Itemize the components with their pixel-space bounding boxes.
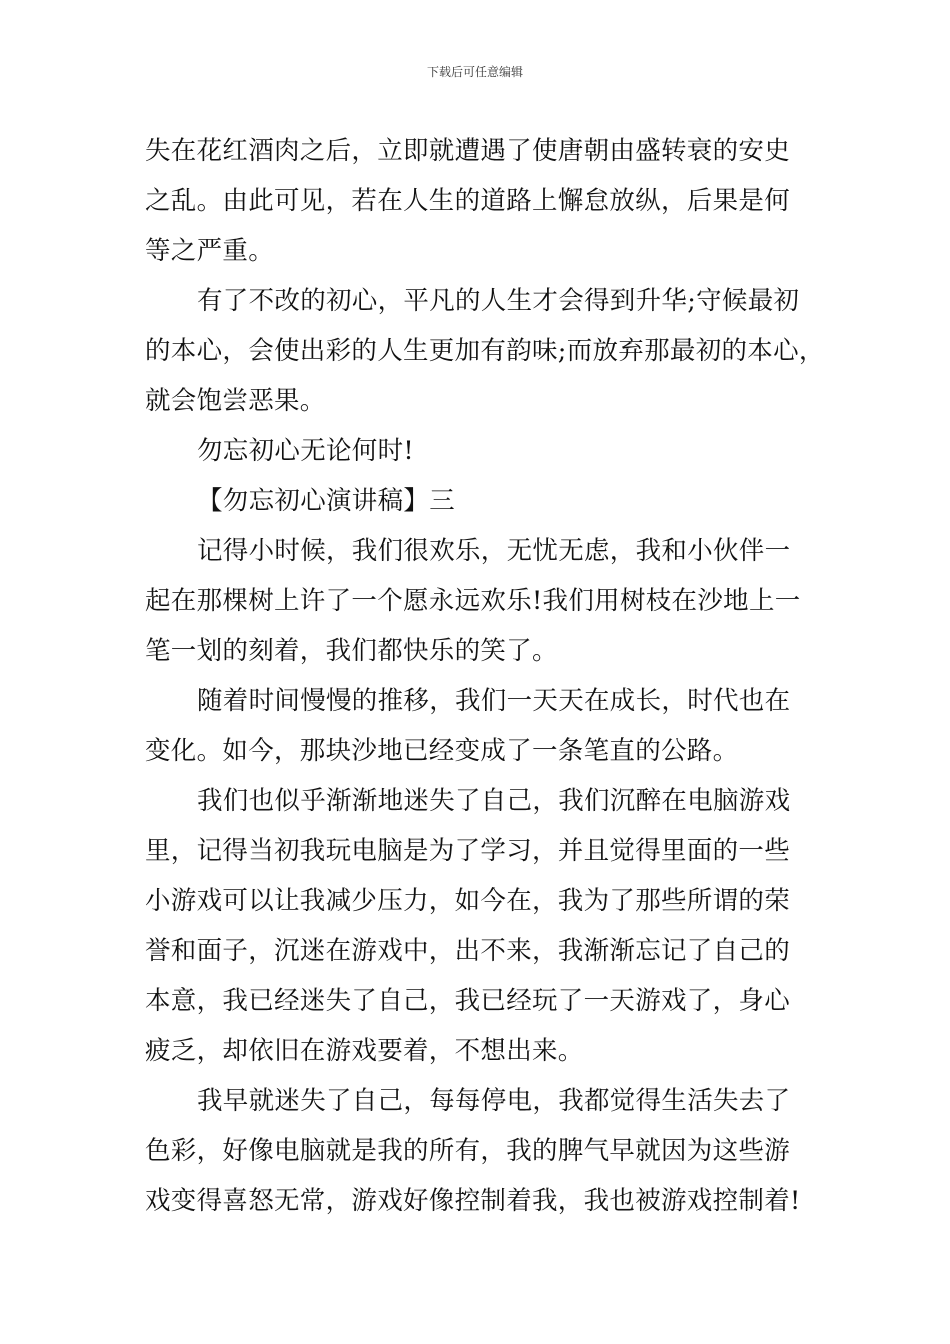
- text-line: 戏变得喜怒无常，游戏好像控制着我，我也被游戏控制着!: [145, 1186, 801, 1216]
- text-line: 里，记得当初我玩电脑是为了学习，并且觉得里面的一些: [145, 836, 791, 866]
- paragraph-first-line: 有了不改的初心，平凡的人生才会得到升华;守候最初: [197, 286, 800, 316]
- page-header: 下载后可任意编辑: [426, 65, 523, 79]
- text-line: 起在那棵树上许了一个愿永远欢乐!我们用树枝在沙地上一: [145, 586, 801, 616]
- text-line: 之乱。由此可见，若在人生的道路上懈怠放纵，后果是何: [145, 186, 791, 216]
- text-line: 誉和面子，沉迷在游戏中，出不来，我渐渐忘记了自己的: [145, 936, 791, 966]
- paragraph-first-line: 我早就迷失了自己，每每停电，我都觉得生活失去了: [197, 1086, 791, 1116]
- text-line: 疲乏，却依旧在游戏要着，不想出来。: [145, 1036, 584, 1066]
- paragraph-first-line: 勿忘初心无论何时!: [197, 436, 414, 466]
- text-line: 就会饱尝恶果。: [145, 386, 326, 416]
- paragraph-first-line: 记得小时候，我们很欢乐，无忧无虑，我和小伙伴一: [197, 536, 791, 566]
- text-line: 等之严重。: [145, 236, 275, 266]
- document-body: [145, 126, 825, 1226]
- text-line: 的本心，会使出彩的人生更加有韵味;而放弃那最初的本心，: [145, 336, 825, 366]
- paragraph-first-line: 我们也似乎渐渐地迷失了自己，我们沉醉在电脑游戏: [197, 786, 791, 816]
- text-line: 变化。如今，那块沙地已经变成了一条笔直的公路。: [145, 736, 739, 766]
- section-heading: 【勿忘初心演讲稿】三: [197, 486, 456, 516]
- text-line: 小游戏可以让我减少压力，如今在，我为了那些所谓的荣: [145, 886, 791, 916]
- text-line: 色彩，好像电脑就是我的所有，我的脾气早就因为这些游: [145, 1136, 791, 1166]
- text-line: 本意，我已经迷失了自己，我已经玩了一天游戏了，身心: [145, 986, 791, 1016]
- text-line: 失在花红酒肉之后，立即就遭遇了使唐朝由盛转衰的安史: [145, 136, 791, 166]
- text-line: 笔一划的刻着，我们都快乐的笑了。: [145, 636, 558, 666]
- paragraph-first-line: 随着时间慢慢的推移，我们一天天在成长，时代也在: [197, 686, 791, 716]
